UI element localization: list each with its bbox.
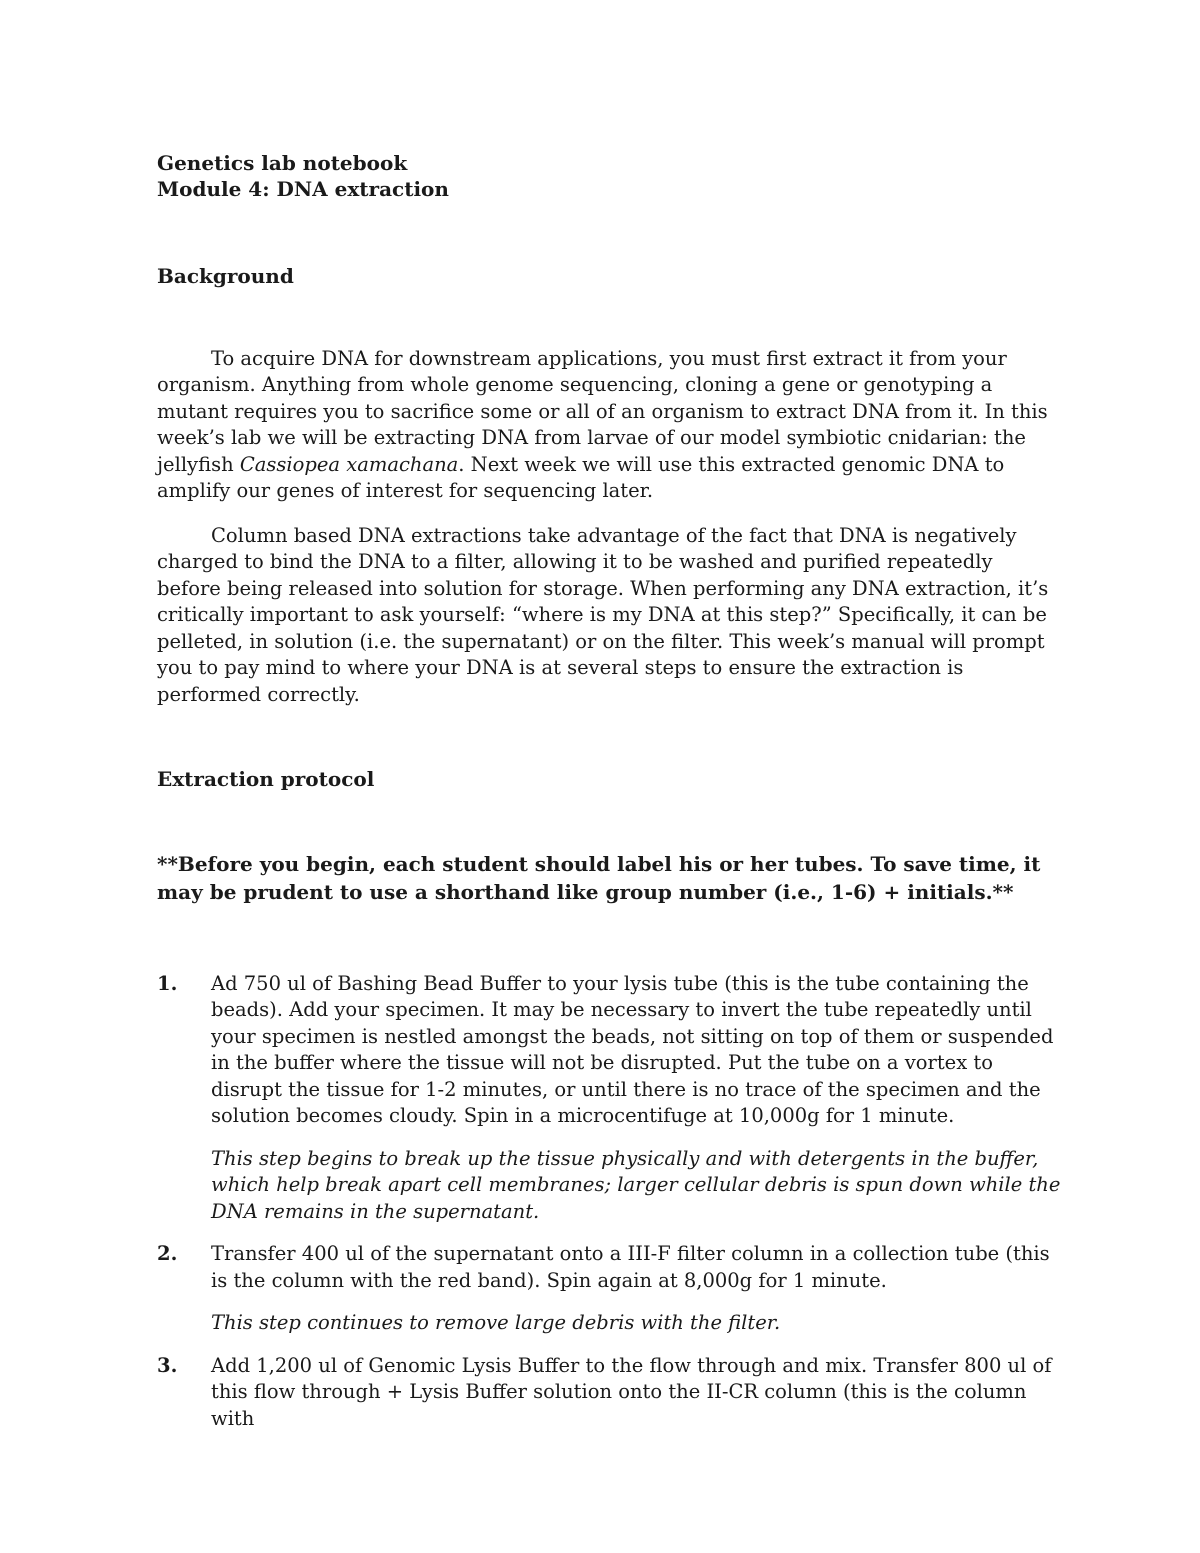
step-text: Add 1,200 ul of Genomic Lysis Buffer to the flow through and mix. Transfer 800 ul of this flow through + Lysis Buffer solution onto the II-CR column (this is the column with (211, 1353, 1052, 1430)
background-heading: Background (157, 264, 294, 288)
step-number: 3. (157, 1353, 178, 1377)
background-paragraph-1 (157, 346, 1062, 505)
step-number: 1. (157, 971, 178, 995)
step-text: Transfer 400 ul of the supernatant onto a III-F filter column in a collection tube (this is the column with the red band). Spin again at 8,000g for 1 minute. (211, 1242, 1050, 1292)
background-p1-text-a: To acquire DNA for downstream applications, you must first extract it from your organism. Anything from whole genome sequencing, cloning a gene or genotyping a mutant requires you to sacrifice some or all of an organism to extract DNA from it. In this week’s lab we will be extracting DNA from larvae of our model symbiotic cnidarian: the jellyfish (157, 346, 1048, 476)
before-you-begin-note: **Before you begin, each student should label his or her tubes. To save time, it may be prudent to use a shorthand like group number (i.e., 1-6) + initials.** (157, 851, 1041, 904)
protocol-step-1 (157, 971, 1062, 1226)
species-name: Cassiopea xamachana (239, 452, 459, 476)
document-page (157, 150, 1062, 1432)
step-explanation: This step begins to break up the tissue physically and with detergents in the buffer, which help break apart cell membranes; larger cellular debris is spun down while the DNA remains in the supernatant. (211, 1146, 1061, 1223)
step-number: 2. (157, 1242, 178, 1265)
protocol-step-3 (157, 1353, 1062, 1433)
protocol-step-2 (157, 1241, 1062, 1337)
module-title: Module 4: DNA extraction (157, 177, 449, 201)
background-paragraph-2: Column based DNA extractions take advantage of the fact that DNA is negatively charged to bind the DNA to a filter, allowing it to be washed and purified repeatedly before being released into solution for storage. When performing any DNA extraction, it’s critically important to ask yourself: “where is my DNA at this step?” Specifically, it can be pelleted, in solution (i.e. the supernatant) or on the filter. This week’s manual will prompt you to pay mind to where your DNA is at several steps to ensure the extraction is performed correctly. (157, 523, 1049, 706)
step-explanation: This step continues to remove large debris with the filter. (211, 1311, 781, 1334)
document-title: Genetics lab notebook (157, 151, 408, 175)
step-text: Ad 750 ul of Bashing Bead Buffer to your lysis tube (this is the tube containing the beads). Add your specimen. It may be necessary to invert the tube repeatedly until your specimen is nestled amongst the beads, not sitting on top of them or suspended in the buffer where the tissue will not be disrupted. Put the tube on a vortex to disrupt the tissue for 1-2 minutes, or until there is no trace of the specimen and the solution becomes cloudy. Spin in a microcentifuge at 10,000g for 1 minute. (211, 971, 1054, 1127)
background-p1-text-b: . Next week we will use this extracted genomic DNA to amplify our genes of interest for sequencing later. (157, 452, 1005, 502)
protocol-heading: Extraction protocol (157, 767, 375, 791)
